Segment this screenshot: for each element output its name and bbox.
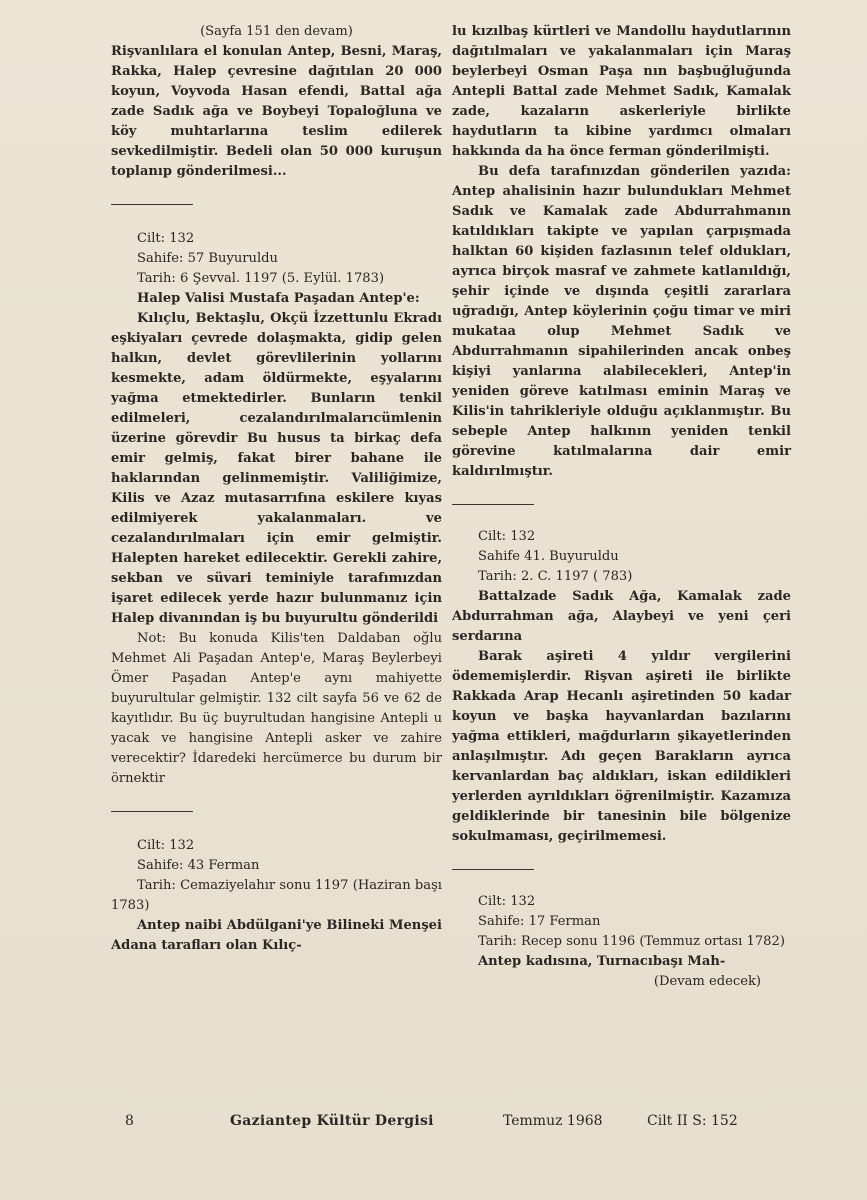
continued-note: (Devam edecek) — [653, 974, 761, 989]
entry-tarih: Tarih: 6 Şevval. 1197 (5. Eylül. 1783) — [137, 271, 385, 286]
volume-info: Cilt II S: 152 — [647, 1113, 738, 1129]
entry-sahife: Sahife: 43 Ferman — [137, 858, 260, 873]
paragraph: Rişvanlılara el konulan Antep, Besni, Maraş, Rakka, Halep çevresine dağıtılan 20 000 koyun, Voyvoda Hasan efendi, Battal ağa zade Sadık ağa ve Boybeyi Topaloğluna ve köy muhtarlarına teslim edilerek sevkedilmiştir. Bedeli olan 50 000 kuruşun toplanıp gönderilmesi... — [111, 44, 442, 179]
entry-sahife: Sahife: 17 Ferman — [478, 914, 601, 929]
entry-cilt: Cilt: 132 — [137, 838, 195, 853]
entry-cilt: Cilt: 132 — [137, 231, 195, 246]
entry-addressee: Battalzade Sadık Ağa, Kamalak zade Abdurrahman ağa, Alaybeyi ve yeni çeri serdarına — [452, 589, 791, 644]
entry-body: Antep naibi Abdülgani'ye Bilineki Menşei Adana tarafları olan Kılıç- — [111, 918, 442, 953]
entry-note: Not: Bu konuda Kilis'ten Daldaban oğlu Mehmet Ali Paşadan Antep'e, Maraş Beylerbeyi Ömer Paşadan Antep'e aynı mahiyette buyurultular gelmiştir. 132 cilt sayfa 56 ve 62 de kayıtlıdır. Bu üç buyrultudan hangisine Antepli u yacak ve hangisine Antepli asker ve zahire verecektir? İdaredeki hercümerce bu durum bir örnektir — [111, 631, 442, 786]
entry-tarih: Tarih: Cemaziyelahır sonu 1197 (Haziran başı 1783) — [111, 878, 442, 913]
entry-tarih: Tarih: Recep sonu 1196 (Temmuz ortası 1782) — [478, 934, 785, 949]
left-column — [111, 22, 442, 956]
journal-title: Gaziantep Kültür Dergisi — [230, 1113, 434, 1129]
right-column — [452, 22, 791, 992]
entry-body: Kılıçlu, Bektaşlu, Okçü İzzettunlu Ekradı eşkiyaları çevrede dolaşmakta, gidip gelen halkın, devlet görevlilerinin yollarını kesmekte, adam öldürmekte, eşyalarını yağma etmektedirler. Bunların tenkil edilmeleri, cezalandırılmalarıcümlenin üzerine görevdir Bu husus ta birkaç defa emir gelmiş, fakat birer bahane ile haklarından gelinmemiştir. Valiliğimize, Kilis ve Azaz mutasarrıfına eskilere kıyas edilmiyerek yakalanmaları. ve cezalandırılmaları için emir gelmiştir. Halepten hareket edilecektir. Gerekli zahire, sekban ve süvari teminiyle tarafımızdan işaret edilecek yerde hazır bulunmanız için Halep divanından iş bu buyurultu gönderildi — [111, 311, 442, 626]
section-divider — [452, 504, 534, 505]
entry-cilt: Cilt: 132 — [478, 529, 536, 544]
page-number: 8 — [125, 1113, 134, 1129]
entry-body: Antep kadısına, Turnacıbaşı Mah- — [478, 954, 726, 969]
section-divider — [111, 204, 193, 205]
continued-header: (Sayfa 151 den devam) — [200, 24, 353, 39]
section-divider — [452, 869, 534, 870]
issue-date: Temmuz 1968 — [503, 1113, 603, 1129]
entry-tarih: Tarih: 2. C. 1197 ( 783) — [478, 569, 633, 584]
paragraph: Bu defa tarafınızdan gönderilen yazıda: Antep ahalisinin hazır bulundukları Mehmet Sadık ve Kamalak zade Abdurrahmanın katıldıkları takipte ve yapılan çarpışmada halktan 60 kişiden fazlasının telef oldukları, ayrıca birçok masraf ve zahmete katlanıldığı, şehir içinde ve dışında çeşitli zararlara uğradığı, Antep köylerinin çoğu timar ve miri mukataa olup Mehmet Sadık ve Abdurrahmanın sipahilerinden ancak onbeş kişiyi yanlarına alabilecekleri, Antep'in yeniden göreve katılması eminin Maraş ve Kilis'in tahrikleriyle olduğu açıklanmıştır. Bu sebeple Antep halkının yeniden tenkil görevine katılmalarına dair emir kaldırılmıştır. — [452, 164, 791, 479]
entry-body: Barak aşireti 4 yıldır vergilerini ödememişlerdir. Rişvan aşireti ile birlikte Rakkada Arap Hecanlı aşiretinden 50 kadar koyun ve başka hayvanlardan bazılarını yağma ettikleri, mağdurların şikayetlerinden anlaşılmıştır. Adı geçen Barakların ayrıca kervanlardan baç aldıkları, iskan edildikleri yerlerden ayrıldıkları öğrenilmiştir. Kazamıza geldiklerinde bir tanesinin bile bölgenize sokulmaması, geçirilmemesi. — [452, 649, 791, 844]
paragraph: lu kızılbaş kürtleri ve Mandollu haydutlarının dağıtılmaları ve yakalanmaları için Maraş beylerbeyi Osman Paşa nın başbuğluğunda Antepli Battal zade Mehmet Sadık, Kamalak zade, kazaların askerleriyle birlikte haydutların ta kibine yardımcı olmaları hakkında da ha önce ferman gönderilmişti. — [452, 24, 791, 159]
section-divider — [111, 811, 193, 812]
entry-addressee: Halep Valisi Mustafa Paşadan Antep'e: — [137, 291, 420, 306]
entry-cilt: Cilt: 132 — [478, 894, 536, 909]
entry-sahife: Sahife 41. Buyuruldu — [478, 549, 619, 564]
entry-sahife: Sahife: 57 Buyuruldu — [137, 251, 278, 266]
